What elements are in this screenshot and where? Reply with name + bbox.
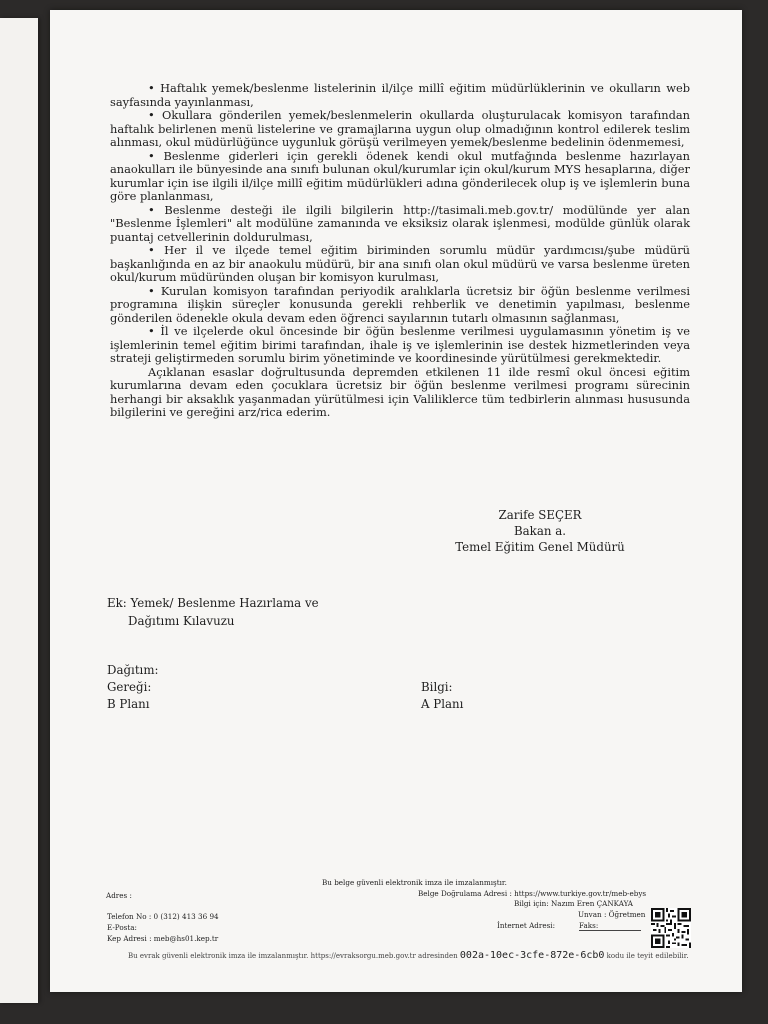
fax-label: Faks: [579,921,641,931]
letter-body [110,82,690,420]
e-signature-note: Bu belge güvenli elektronik imza ile imzalanmıştır. [322,878,507,887]
paragraph-6: • Kurulan komisyon tarafından periyodik aralıklarla ücretsiz bir öğün beslenme verilmesi programına ilişkin süreçler konusunda gerekli rehberlik ve denetimin yapılması, beslenme gönderilen ödenekle okula devam eden öğrenci sayılarının tutarlı olmasının sağlanması, [110,283,690,325]
paragraph-4: • Beslenme desteği ile ilgili bilgilerin http://tasimali.meb.gov.tr/ modülünde yer alan "Beslenme İşlemleri" alt modülüne zamanında ve eksiksiz olarak işlenmesi, modülde günlük olarak puantaj cetvellerinin doldurulması, [110,202,690,244]
phone-number: Telefon No : 0 (312) 413 36 94 [107,912,219,921]
paragraph-1: • Haftalık yemek/beslenme listelerinin il/ilçe millî eğitim müdürlüklerinin ve okulların web sayfasında yayınlanması, [110,81,690,109]
document-page [50,10,742,992]
distribution-right-label: Bilgi: [421,680,453,694]
verification-address: Belge Doğrulama Adresi : https://www.turkiye.gov.tr/meb-ebys [418,889,647,898]
contact-title: Unvan : Öğretmen [578,910,646,919]
distribution-left-label: Gereği: [107,680,152,694]
verification-tail: kodu ile teyit edilebilir. [606,952,689,960]
signatory-name: Zarife SEÇER [498,508,582,522]
email-label: E-Posta: [107,923,137,932]
signatory-title-2: Temel Eğitim Genel Müdürü [455,540,625,554]
internet-address-label: İnternet Adresi: [497,921,555,930]
paragraph-2: • Okullara gönderilen yemek/beslenmelerin okullarda oluşturulacak komisyon tarafından haftalık belirlenen menü listelerine ve gramajlarına uygun olup olmadığının kontrol edilerek teslim alınması, okul müdürlüğünce uygunluk görüşü verilmeyen yemek/beslenme bedelinin ödenmemesi, [110,108,690,149]
qr-code-icon [651,908,691,948]
distribution-right-block [421,679,463,713]
verification-text: Bu evrak güvenli elektronik imza ile imzalanmıştır. https://evraksorgu.meb.gov.tr adresinden [128,952,458,960]
paragraph-closing: Açıklanan esaslar doğrultusunda depremden etkilenen 11 ilde resmî okul öncesi eğitim kurumlarına devam eden çocuklara ücretsiz bir öğün beslenme verilmesi programı sürecinin herhangi bir aksaklık yaşanmadan yürütülmesi için Valiliklerce tüm tedbirlerin alınması hususunda bilgilerini ve gereğini arz/rica ederim. [110,364,690,419]
distribution-block [107,662,159,713]
verification-line [128,950,689,961]
paragraph-5: • Her il ve ilçede temel eğitim biriminden sorumlu müdür yardımcısı/şube müdürü başkanlığında en az bir anaokulu müdürü, bir ana sınıfı olan okul müdürü ve varsa beslenme üreten okul/kurum müdüründen oluşan bir komisyon kurulması, [110,243,690,284]
address-label: Adres : [106,891,132,900]
distribution-right-value: A Planı [421,697,464,711]
signatory-title-1: Bakan a. [513,524,566,538]
document-code: 002a-10ec-3cfe-872e-6cb0 [459,950,605,961]
attachment-line-2: Dağıtımı Kılavuzu [128,614,235,628]
distribution-left-value: B Planı [107,697,150,711]
paragraph-3: • Beslenme giderleri için gerekli ödenek kendi okul mutfağında beslenme hazırlayan anaokulları ile bünyesinde ana sınıfı bulunan okul/kurumlar için okul/kurum MYS hesaplarına, diğer kurumlar için ise ilgili il/ilçe millî eğitim müdürlükleri adına gönderilecek olup iş ve işlemlerin buna göre planlanması, [110,148,690,203]
kep-address: Kep Adresi : meb@hs01.kep.tr [107,934,219,943]
info-contact: Bilgi için: Nazım Eren ÇANKAYA [514,899,633,908]
attachment-block [107,594,319,630]
attachment-line-1: Ek: Yemek/ Beslenme Hazırlama ve [107,596,319,610]
signature-block [450,507,630,555]
distribution-heading: Dağıtım: [107,663,159,677]
paragraph-7: • İl ve ilçelerde okul öncesinde bir öğün beslenme verilmesi uygulamasının yönetim iş ve işlemlerinin temel eğitim birimi tarafından, ihale iş ve işlemlerinin ise destek hizmetlerinden veya strateji geliştirmeden sorumlu birim yönetiminde ve koordinesinde yürütülmesi gerekmektedir. [110,324,690,365]
adjacent-page-edge [0,18,38,1003]
